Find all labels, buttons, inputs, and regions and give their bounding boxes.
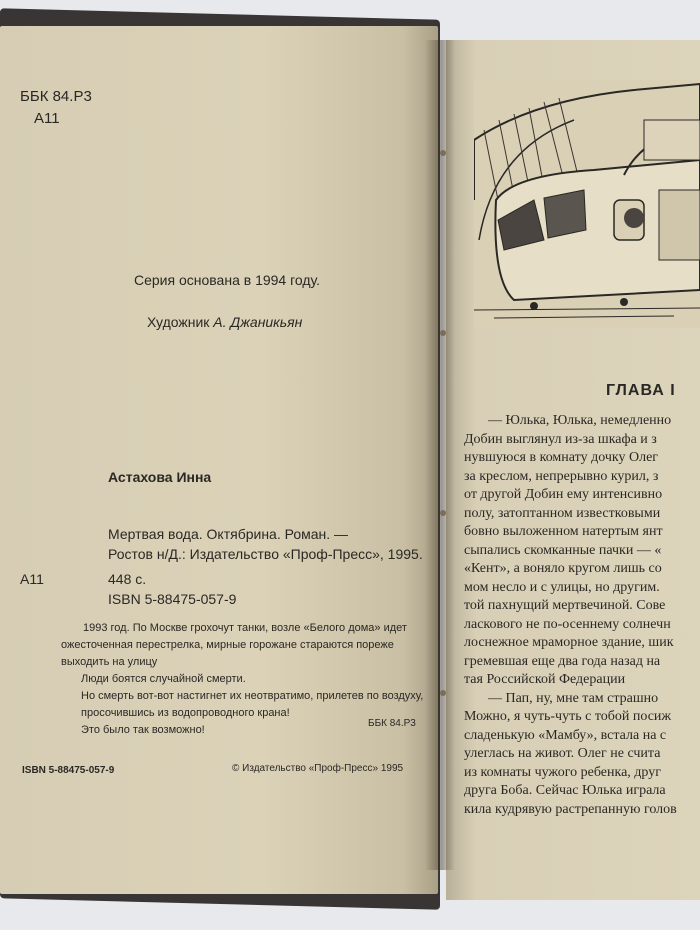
body-text-line: лоснежное мраморное здание, шик [464, 635, 674, 650]
chapter-heading: ГЛАВА I [606, 382, 676, 399]
bbk-code: ББК 84.Р3 [20, 88, 92, 105]
body-text-line: «Кент», а воняло кругом лишь со [464, 561, 662, 576]
author-name: Астахова Инна [108, 469, 212, 485]
chapter-body-text [464, 412, 677, 819]
body-text-line: за креслом, непрерывно курил, з [464, 468, 659, 484]
body-text-line: Добин выглянул из-за шкафа и з [464, 431, 657, 447]
artist-name: А. Джаникьян [213, 314, 303, 330]
body-text-line: ласкового не по-осеннему солнечн [464, 616, 671, 632]
isbn-small: ISBN 5-88475-057-9 [22, 765, 115, 776]
page-count: 448 с. [108, 571, 147, 587]
book-description-line: Мертвая вода. Октябрина. Роман. — [108, 526, 349, 542]
body-text-line: кила кудрявую растрепанную голов [464, 801, 677, 817]
annotation-line: Люди боятся случайной смерти. [81, 673, 246, 685]
body-text-line: друга Боба. Сейчас Юлька играла [464, 783, 666, 798]
body-text-line: тая Российской Федерации [464, 672, 626, 687]
body-text-line: нувшуюся в комнату дочку Олег [464, 450, 659, 465]
isbn: ISBN 5-88475-057-9 [108, 591, 237, 607]
binding-stitch [440, 510, 446, 516]
author-sign-code: А11 [34, 110, 60, 127]
body-text-line: — Пап, ну, мне там страшно [488, 690, 659, 706]
bbk-code-small: ББК 84.Р3 [368, 718, 416, 729]
body-text-line: бовно выложенном натертым янт [464, 524, 663, 539]
body-text-line: улеглась на живот. Олег не счита [464, 746, 661, 761]
body-text-line: от другой Добин ему интенсивно [464, 487, 663, 502]
body-text-line: Можно, я чуть-чуть с тобой посиж [464, 709, 672, 724]
body-text-line: сладенькую «Мамбу», встала на с [464, 727, 667, 743]
artist-credit [147, 314, 302, 330]
annotation-paragraph: 1993 год. По Москве грохочут танки, возле «Белого дома» идет ожесточенная перестрелка, мирные горожане стараются пореже выходить на улицу [61, 622, 407, 668]
binding-stitch [440, 330, 446, 336]
body-text-line: сыпались скомканные пачки — « [464, 542, 662, 558]
book-spine [425, 40, 455, 870]
annotation-line: Но смерть вот-вот настигнет их неотвратимо, прилетев по воздуху, просочившись из водопроводного крана! [81, 690, 424, 719]
body-text-line: мом несло и с улицы, но другим. [464, 579, 660, 595]
body-text-line: — Юлька, Юлька, немедленно [488, 413, 672, 428]
binding-stitch [440, 690, 446, 696]
body-text-line: полу, затоптанном известковыми [464, 505, 661, 521]
body-text-line: той пахнущий мертвечиной. Сове [464, 598, 666, 613]
artist-label: Художник [147, 314, 210, 330]
book-description-line: Ростов н/Д.: Издательство «Проф-Пресс», 1995. [108, 546, 423, 562]
author-sign-code: А11 [20, 571, 44, 587]
helicopter-illustration [474, 80, 700, 328]
body-text-line: из комнаты чужого ребенка, друг [464, 764, 661, 780]
series-note: Серия основана в 1994 году. [134, 272, 321, 288]
binding-stitch [440, 150, 446, 156]
body-text-line: гремевшая еще два года назад на [464, 653, 661, 669]
copyright-notice: © Издательство «Проф-Пресс» 1995 [232, 763, 404, 774]
annotation-line: Это было так возможно! [81, 724, 205, 736]
